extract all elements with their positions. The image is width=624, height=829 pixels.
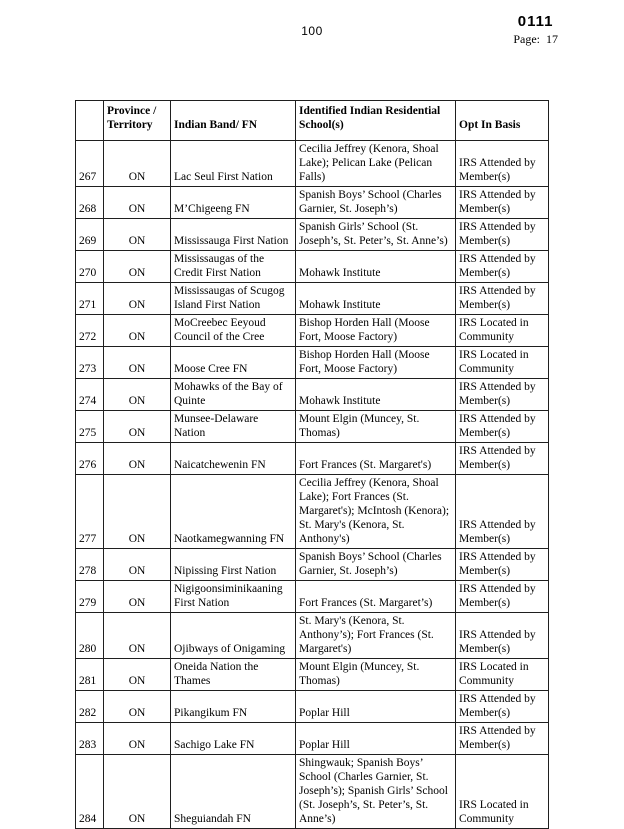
table-row <box>76 691 549 723</box>
table-row <box>76 315 549 347</box>
schools-cell: Spanish Boys’ School (Charles Garnier, St. Joseph’s) <box>296 549 456 581</box>
indian-band-cell: Sachigo Lake FN <box>171 723 296 755</box>
schools-cell: St. Mary's (Kenora, St. Anthony’s); Fort Frances (St. Margaret's) <box>296 613 456 659</box>
table-row <box>76 379 549 411</box>
indian-band-cell: Munsee-Delaware Nation <box>171 411 296 443</box>
opt-in-basis-cell: IRS Attended by Member(s) <box>456 379 549 411</box>
residential-schools-table <box>75 100 549 829</box>
opt-in-basis-cell: IRS Attended by Member(s) <box>456 443 549 475</box>
opt-in-basis-cell: IRS Located in Community <box>456 315 549 347</box>
province-cell: ON <box>104 315 171 347</box>
indian-band-cell: Mississauga First Nation <box>171 219 296 251</box>
page-number-center: 100 <box>301 24 323 38</box>
schools-cell: Bishop Horden Hall (Moose Fort, Moose Factory) <box>296 315 456 347</box>
table-row <box>76 219 549 251</box>
indian-band-cell: Mississaugas of Scugog Island First Nation <box>171 283 296 315</box>
schools-cell: Mount Elgin (Muncey, St. Thomas) <box>296 411 456 443</box>
opt-in-basis-cell: IRS Located in Community <box>456 755 549 829</box>
opt-in-basis-cell: IRS Attended by Member(s) <box>456 187 549 219</box>
province-cell: ON <box>104 549 171 581</box>
indian-band-cell: M’Chigeeng FN <box>171 187 296 219</box>
table-row <box>76 755 549 829</box>
schools-cell: Fort Frances (St. Margaret’s) <box>296 581 456 613</box>
province-cell: ON <box>104 251 171 283</box>
schools-cell: Mohawk Institute <box>296 379 456 411</box>
opt-in-basis-cell: IRS Attended by Member(s) <box>456 581 549 613</box>
indian-band-cell: Nigigoonsiminikaaning First Nation <box>171 581 296 613</box>
row-number-cell: 279 <box>76 581 104 613</box>
indian-band-cell: Lac Seul First Nation <box>171 141 296 187</box>
row-number-cell: 272 <box>76 315 104 347</box>
opt-in-basis-cell: IRS Attended by Member(s) <box>456 141 549 187</box>
opt-in-basis-cell: IRS Attended by Member(s) <box>456 691 549 723</box>
column-header-province-territory: Province / Territory <box>104 101 171 141</box>
province-cell: ON <box>104 443 171 475</box>
opt-in-basis-cell: IRS Attended by Member(s) <box>456 219 549 251</box>
stamp-page-label: Page: 17 <box>513 32 558 46</box>
schools-cell: Poplar Hill <box>296 691 456 723</box>
row-number-cell: 281 <box>76 659 104 691</box>
schools-cell: Mount Elgin (Muncey, St. Thomas) <box>296 659 456 691</box>
schools-cell: Cecilia Jeffrey (Kenora, Shoal Lake); Pelican Lake (Pelican Falls) <box>296 141 456 187</box>
province-cell: ON <box>104 411 171 443</box>
row-number-cell: 278 <box>76 549 104 581</box>
bates-stamp <box>513 13 558 47</box>
opt-in-basis-cell: IRS Located in Community <box>456 347 549 379</box>
province-cell: ON <box>104 723 171 755</box>
table-row <box>76 187 549 219</box>
row-number-cell: 280 <box>76 613 104 659</box>
table-header-row <box>76 101 549 141</box>
row-number-cell: 275 <box>76 411 104 443</box>
province-cell: ON <box>104 581 171 613</box>
indian-band-cell: Moose Cree FN <box>171 347 296 379</box>
indian-band-cell: Pikangikum FN <box>171 691 296 723</box>
opt-in-basis-cell: IRS Attended by Member(s) <box>456 723 549 755</box>
province-cell: ON <box>104 659 171 691</box>
schools-cell: Spanish Girls’ School (St. Joseph’s, St. Peter’s, St. Anne’s) <box>296 219 456 251</box>
province-cell: ON <box>104 219 171 251</box>
table-row <box>76 251 549 283</box>
row-number-cell: 274 <box>76 379 104 411</box>
row-number-cell: 276 <box>76 443 104 475</box>
opt-in-basis-cell: IRS Attended by Member(s) <box>456 283 549 315</box>
table-row <box>76 283 549 315</box>
schools-cell: Bishop Horden Hall (Moose Fort, Moose Factory) <box>296 347 456 379</box>
schools-cell: Poplar Hill <box>296 723 456 755</box>
schools-cell: Cecilia Jeffrey (Kenora, Shoal Lake); Fort Frances (St. Margaret's); McIntosh (Kenora); St. Mary's (Kenora, St. Anthony's) <box>296 475 456 549</box>
province-cell: ON <box>104 613 171 659</box>
schools-cell: Fort Frances (St. Margaret's) <box>296 443 456 475</box>
opt-in-basis-cell: IRS Attended by Member(s) <box>456 549 549 581</box>
indian-band-cell: Mississaugas of the Credit First Nation <box>171 251 296 283</box>
opt-in-basis-cell: IRS Attended by Member(s) <box>456 251 549 283</box>
schools-cell: Spanish Boys’ School (Charles Garnier, St. Joseph’s) <box>296 187 456 219</box>
province-cell: ON <box>104 283 171 315</box>
opt-in-basis-cell: IRS Attended by Member(s) <box>456 411 549 443</box>
province-cell: ON <box>104 187 171 219</box>
opt-in-basis-cell: IRS Attended by Member(s) <box>456 475 549 549</box>
row-number-cell: 268 <box>76 187 104 219</box>
province-cell: ON <box>104 691 171 723</box>
indian-band-cell: Ojibways of Onigaming <box>171 613 296 659</box>
table-row <box>76 659 549 691</box>
column-header-opt-in-basis: Opt In Basis <box>456 101 549 141</box>
row-number-cell: 270 <box>76 251 104 283</box>
table-row <box>76 723 549 755</box>
column-header-indian-band: Indian Band/ FN <box>171 101 296 141</box>
row-number-cell: 267 <box>76 141 104 187</box>
row-number-cell: 284 <box>76 755 104 829</box>
province-cell: ON <box>104 755 171 829</box>
schools-cell: Mohawk Institute <box>296 251 456 283</box>
table-row <box>76 347 549 379</box>
stamp-number: 0111 <box>517 13 554 30</box>
province-cell: ON <box>104 141 171 187</box>
row-number-cell: 283 <box>76 723 104 755</box>
row-number-cell: 277 <box>76 475 104 549</box>
column-header-row-number <box>76 101 104 141</box>
row-number-cell: 271 <box>76 283 104 315</box>
table-row <box>76 581 549 613</box>
table-row <box>76 549 549 581</box>
province-cell: ON <box>104 379 171 411</box>
indian-band-cell: Sheguiandah FN <box>171 755 296 829</box>
indian-band-cell: Oneida Nation the Thames <box>171 659 296 691</box>
indian-band-cell: Mohawks of the Bay of Quinte <box>171 379 296 411</box>
table-row <box>76 411 549 443</box>
row-number-cell: 269 <box>76 219 104 251</box>
table-row <box>76 613 549 659</box>
table-row <box>76 141 549 187</box>
indian-band-cell: Nipissing First Nation <box>171 549 296 581</box>
opt-in-basis-cell: IRS Attended by Member(s) <box>456 613 549 659</box>
column-header-identified-schools: Identified Indian Residential School(s) <box>296 101 456 141</box>
schools-cell: Shingwauk; Spanish Boys’ School (Charles Garnier, St. Joseph’s); Spanish Girls’ School (St. Joseph’s, St. Peter’s, St. Anne’s) <box>296 755 456 829</box>
table-row <box>76 475 549 549</box>
table-row <box>76 443 549 475</box>
indian-band-cell: Naotkamegwanning FN <box>171 475 296 549</box>
province-cell: ON <box>104 347 171 379</box>
indian-band-cell: MoCreebec Eeyoud Council of the Cree <box>171 315 296 347</box>
opt-in-basis-cell: IRS Located in Community <box>456 659 549 691</box>
row-number-cell: 273 <box>76 347 104 379</box>
indian-band-cell: Naicatchewenin FN <box>171 443 296 475</box>
province-cell: ON <box>104 475 171 549</box>
row-number-cell: 282 <box>76 691 104 723</box>
schools-cell: Mohawk Institute <box>296 283 456 315</box>
